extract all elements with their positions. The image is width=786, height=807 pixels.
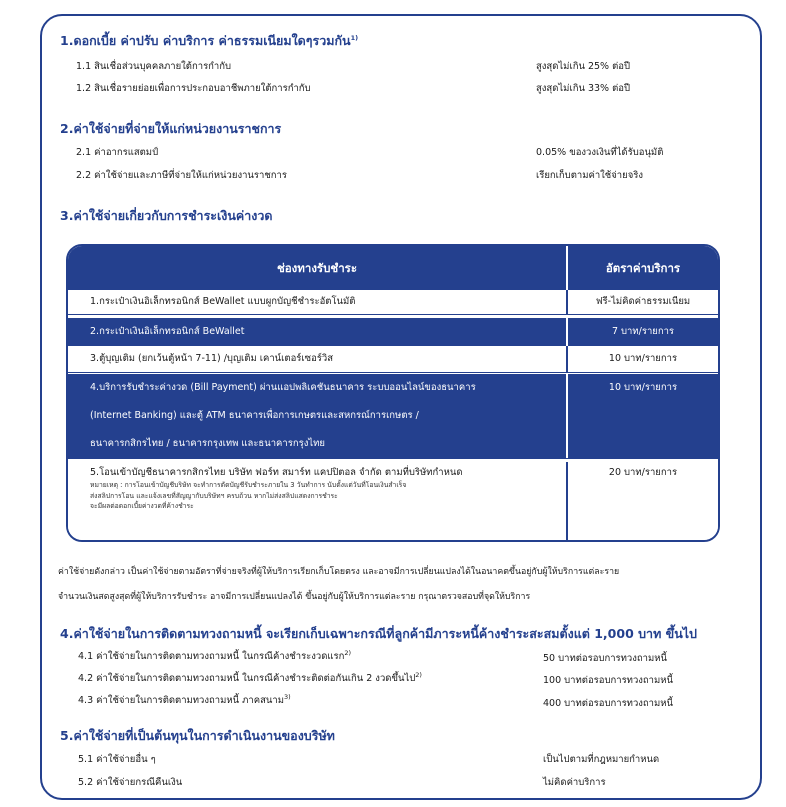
channel-cell: 1.กระเป๋าเงินอิเล็กทรอนิกส์ BeWallet แบบผูกบัญชีชำระอัตโนมัติ — [90, 296, 356, 307]
item-5-1-value: เป็นไปตามที่กฎหมายกำหนด — [543, 754, 660, 765]
section-4-title: 4.ค่าใช้จ่ายในการติดตามทวงถามหนี้ จะเรียกเก็บเฉพาะกรณีที่ลูกค้ามีภาระหนี้ค้างชำระสะสมตั้งแต่ 1,000 บาท ขึ้นไป — [60, 626, 697, 641]
item-5-1-label: 5.1 ค่าใช้จ่ายอื่น ๆ — [78, 754, 156, 765]
transfer-note — [90, 480, 566, 512]
item-1-1-value: สูงสุดไม่เกิน 25% ต่อปี — [536, 61, 630, 72]
rate-cell: 7 บาท/รายการ — [611, 326, 675, 337]
table-row — [68, 318, 718, 346]
item-1-1-label: 1.1 สินเชื่อส่วนบุคคลภายใต้การกำกับ — [76, 61, 232, 72]
column-header-channel: ช่องทางรับชำระ — [276, 261, 358, 275]
channel-cell — [68, 462, 566, 542]
item-4-3-label: 4.3 ค่าใช้จ่ายในการติดตามทวงถามหนี้ ภาคสนาม$^{3)}$ — [78, 692, 291, 706]
note-line: จะมีผลต่อดอกเบี้ยค่างวดที่ค้างชำระ — [90, 502, 194, 510]
item-2-1-value: 0.05% ของวงเงินที่ได้รับอนุมัติ — [536, 147, 664, 158]
item-4-1-value: 50 บาทต่อรอบการทวงถามหนี้ — [543, 653, 667, 664]
rate-cell: 10 บาท/รายการ — [608, 382, 678, 393]
item-4-3-value: 400 บาทต่อรอบการทวงถามหนี้ — [543, 698, 674, 709]
channel-cell: 2.กระเป๋าเงินอิเล็กทรอนิกส์ BeWallet — [90, 326, 245, 337]
item-1-2-value: สูงสุดไม่เกิน 33% ต่อปี — [536, 83, 630, 94]
item-2-1-label: 2.1 ค่าอากรแสตมป์ — [76, 147, 159, 158]
disclaimer-line-2: จำนวนเงินสดสูงสุดที่ผู้ให้บริการรับชำระ อาจมีการเปลี่ยนแปลงได้ ขึ้นอยู่กับผู้ให้บริการแต่ละราย กรุณาตรวจสอบที่จุดให้บริการ — [58, 592, 531, 602]
item-5-2-value: ไม่คิดค่าบริการ — [543, 777, 606, 788]
row-divider — [68, 458, 718, 459]
table-header — [68, 246, 718, 290]
item-1-2-label: 1.2 สินเชื่อรายย่อยเพื่อการประกอบอาชีพภายใต้การกำกับ — [76, 83, 311, 94]
item-4-1-label: 4.1 ค่าใช้จ่ายในการติดตามทวงถามหนี้ ในกรณีค้างชำระงวดแรก$^{2)}$ — [78, 648, 352, 662]
section-1-title: 1.ดอกเบี้ย ค่าปรับ ค่าบริการ ค่าธรรมเนียมใดๆรวมกัน$^{1)}$ — [60, 33, 359, 48]
item-4-2-value: 100 บาทต่อรอบการทวงถามหนี้ — [543, 675, 674, 686]
section-5-title: 5.ค่าใช้จ่ายที่เป็นต้นทุนในการดำเนินงานของบริษัท — [60, 728, 335, 743]
channel-line: 4.บริการรับชำระค่างวด (Bill Payment) ผ่านแอปพลิเคชันธนาคาร ระบบออนไลน์ของธนาคาร — [90, 382, 476, 393]
note-line: หมายเหตุ : การโอนเข้าบัญชีบริษัท จะทำการตัดบัญชีรับชำระภายใน 3 วันทำการ นับตั้งแต่วันที่โอนเงินสำเร็จ — [90, 481, 407, 489]
channel-line: ธนาคารกสิกรไทย / ธนาคารกรุงเทพ และธนาคารกรุงไทย — [90, 438, 325, 449]
channel-line: (Internet Banking) และตู้ ATM ธนาคารเพื่อการเกษตรและสหกรณ์การเกษตร / — [90, 410, 419, 421]
rate-cell: 20 บาท/รายการ — [608, 467, 678, 478]
rate-cell: ฟรี-ไม่คิดค่าธรรมเนียม — [595, 296, 691, 307]
table-row — [68, 462, 718, 542]
channel-line: 5.โอนเข้าบัญชีธนาคารกสิกรไทย บริษัท ฟอร์ท สมาร์ท แคปปิตอล จำกัด ตามที่บริษัทกำหนด — [90, 467, 463, 478]
note-line: ส่งสลิปการโอน และแจ้งเลขที่สัญญากับบริษัทฯ ครบถ้วน หากไม่ส่งสลิปแสดงการชำระ — [90, 491, 338, 500]
item-2-2-label: 2.2 ค่าใช้จ่ายและภาษีที่จ่ายให้แก่หน่วยงานราชการ — [76, 170, 287, 181]
table-row — [68, 290, 718, 314]
section-3-title: 3.ค่าใช้จ่ายเกี่ยวกับการชำระเงินค่างวด — [60, 208, 273, 223]
section-2-title: 2.ค่าใช้จ่ายที่จ่ายให้แก่หน่วยงานราชการ — [60, 121, 282, 136]
channel-cell: 3.ตู้บุญเติม (ยกเว้นตู้หน้า 7-11) /บุญเติม เคาน์เตอร์เซอร์วิส — [90, 353, 334, 364]
item-4-2-label: 4.2 ค่าใช้จ่ายในการติดตามทวงถามหนี้ ในกรณีค้างชำระติดต่อกันเกิน 2 งวดขึ้นไป$^{2)}$ — [78, 670, 422, 684]
payment-channel-table — [66, 244, 720, 542]
table-row — [68, 346, 718, 372]
item-2-2-value: เรียกเก็บตามค่าใช้จ่ายจริง — [536, 170, 644, 181]
item-5-2-label: 5.2 ค่าใช้จ่ายกรณีคืนเงิน — [78, 777, 183, 788]
row-divider — [68, 372, 718, 373]
column-header-rate: อัตราค่าบริการ — [605, 261, 681, 275]
table-row — [68, 374, 718, 458]
rate-cell: 10 บาท/รายการ — [608, 353, 678, 364]
disclaimer-line-1: ค่าใช้จ่ายดังกล่าว เป็นค่าใช้จ่ายตามอัตราที่จ่ายจริงที่ผู้ให้บริการเรียกเก็บโดยตรง และอาจมีการเปลี่ยนแปลงได้ในอนาคตขึ้นอยู่กับผู้ให้บริการแต่ละราย — [58, 567, 620, 577]
channel-cell — [68, 374, 566, 458]
row-divider — [68, 314, 718, 315]
